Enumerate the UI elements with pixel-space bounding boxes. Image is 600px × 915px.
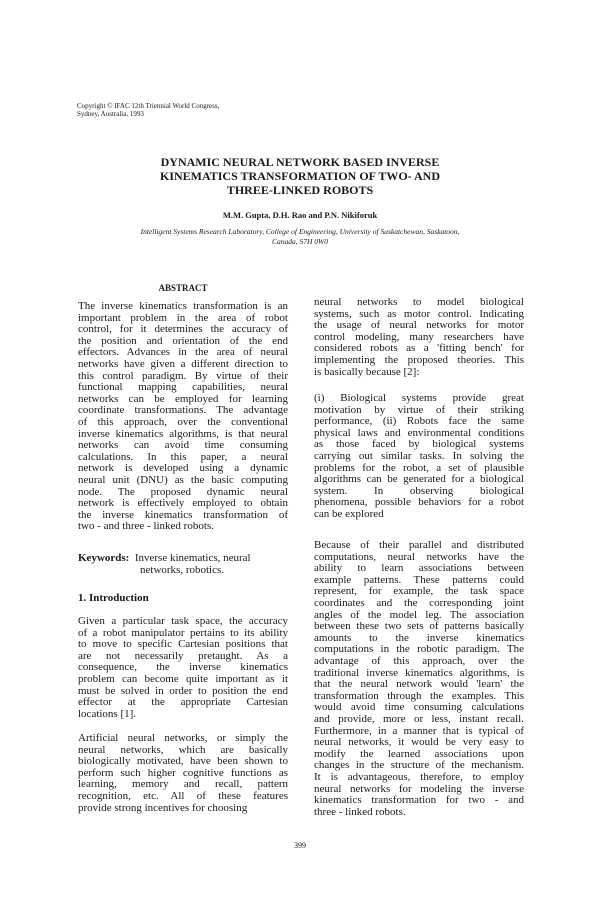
text-line: the inverse kinematics transformation of xyxy=(78,508,288,521)
text-line: algorithms can be generated for a biological xyxy=(314,473,524,486)
keywords xyxy=(78,552,251,564)
affiliation-line: Canada, S7H 0W0 xyxy=(271,237,329,246)
text-line: coordinates and the corresponding joint xyxy=(314,597,524,609)
title-line: DYNAMIC NEURAL NETWORK BASED INVERSE xyxy=(160,155,440,169)
text-line: motivation by virtue of their striking xyxy=(314,403,524,416)
text-line: neural networks to model biological xyxy=(314,296,524,308)
text-line: (i) Biological systems provide great xyxy=(314,392,524,404)
text-line: control, for it determines the accuracy of xyxy=(78,323,288,336)
text-line: the position and orientation of the end xyxy=(78,334,288,347)
text-line: neural networks for modeling the inverse xyxy=(314,782,524,795)
title-line: THREE-LINKED ROBOTS xyxy=(226,183,374,197)
text-line: is basically because [2]: xyxy=(314,365,420,378)
text-line: Furthermore, in a manner that is typical of xyxy=(314,724,524,737)
text-line: recognition, etc. All of these features xyxy=(78,790,288,802)
text-line: of this approach, over the conventional xyxy=(78,416,288,428)
text-line: neural unit (DNU) as the basic computing xyxy=(78,474,288,486)
keywords-line: networks, robotics. xyxy=(140,564,225,576)
text-line: angles of the model leg. The association xyxy=(314,608,524,621)
authors: M.M. Gupta, D.H. Rao and P.N. Nikiforuk xyxy=(222,210,378,220)
text-line: this control paradigm. By virtue of their xyxy=(78,369,288,382)
text-line: would avoid time consuming calculations xyxy=(314,701,524,714)
text-line: three - linked robots. xyxy=(314,805,406,818)
text-line: network is effectively employed to obtain xyxy=(78,497,288,510)
affiliation xyxy=(90,227,510,247)
copyright-line: Copyright © IFAC 12th Triennial World Congress, xyxy=(77,102,220,110)
text-line: perform such higher cognitive functions as xyxy=(78,766,288,779)
text-line: ability to learn associations between xyxy=(314,562,524,575)
text-line: as those faced by biological systems xyxy=(314,438,524,451)
text-line: represent, for example, the task space xyxy=(314,585,524,598)
text-line: The inverse kinematics transformation is an xyxy=(78,300,288,312)
text-line: networks can be employed for learning xyxy=(78,392,288,405)
abstract-heading: ABSTRACT xyxy=(158,283,208,293)
text-line: changes in the structure of the mechanism. xyxy=(314,759,524,772)
text-line: locations [1]. xyxy=(78,707,137,720)
text-line: transformation through the examples. This xyxy=(314,689,524,702)
text-line: network is developed using a dynamic xyxy=(78,462,288,475)
copyright-line: Sydney, Australia, 1993 xyxy=(77,110,144,118)
copyright-notice xyxy=(77,102,219,118)
text-line: neural networks, it would be very easy to xyxy=(314,736,524,749)
text-line: calculations. In this paper, a neural xyxy=(78,450,288,463)
text-line: learning, memory and recall, pattern xyxy=(78,778,288,791)
text-line: to move to specific Cartesian positions that xyxy=(78,638,288,651)
text-line: effector at the appropriate Cartesian xyxy=(78,696,288,709)
text-line: Given a particular task space, the accuracy xyxy=(78,615,288,627)
affiliation-line: Intelligent Systems Research Laboratory, College of Engineering, University of Saskatchewan, Saskatoon, xyxy=(140,227,460,236)
text-line: system. In observing biological xyxy=(314,484,524,497)
text-line: modify the learned associations upon xyxy=(314,747,524,760)
text-line: provide strong incentives for choosing xyxy=(78,801,248,814)
text-line: of a robot manipulator pertains to its ability xyxy=(78,626,288,639)
text-line: and provide, more or less, instant recall. xyxy=(314,713,524,725)
text-line: that the neural network would 'learn' the xyxy=(314,678,524,691)
text-line: node. The proposed dynamic neural xyxy=(78,485,288,498)
text-line: effectors. Advances in the area of neural xyxy=(78,346,288,359)
text-line: example patterns. These patterns could xyxy=(314,573,524,586)
text-line: computations in the robotic paradigm. The xyxy=(314,643,524,656)
section-heading: 1. Introduction xyxy=(78,592,149,604)
text-line: two - and three - linked robots. xyxy=(78,520,214,533)
text-line: between these two sets of patterns basically xyxy=(314,620,524,633)
text-line: inverse kinematics algorithms, is that neural xyxy=(78,427,288,440)
text-line: biologically motivated, have been shown to xyxy=(78,755,288,768)
text-line: consequence, the inverse kinematics xyxy=(78,661,288,674)
keywords-label: Keywords: xyxy=(78,552,130,564)
text-line: control modeling, many researchers have xyxy=(314,330,524,343)
text-line: networks can avoid time consuming xyxy=(78,439,288,452)
text-line: physical laws and environmental conditions xyxy=(314,426,524,439)
text-line: the usage of neural networks for motor xyxy=(314,319,524,332)
text-line: networks have given a different direction to xyxy=(78,358,288,370)
text-line: neural networks, which are basically xyxy=(78,743,288,756)
text-line: performance, (ii) Robots face the same xyxy=(314,415,524,428)
text-line: problem can become quite important as it xyxy=(78,673,288,685)
text-line: problems for the robot, a set of plausible xyxy=(314,461,524,474)
text-line: are not necessarily pretaught. As a xyxy=(78,649,288,662)
text-line: Because of their parallel and distributed xyxy=(314,539,524,551)
text-line: considered robots as a 'fitting bench' for xyxy=(314,342,524,355)
text-line: advantage of this approach, over the xyxy=(314,655,524,667)
page-number: 399 xyxy=(294,841,306,850)
text-line: important problem in the area of robot xyxy=(78,311,288,324)
text-line: must be solved in order to position the end xyxy=(78,684,288,697)
text-line: computations, neural networks have the xyxy=(314,550,524,563)
keywords-line: Inverse kinematics, neural xyxy=(134,552,251,564)
text-line: phenomena, possible behaviors for a robot xyxy=(314,496,524,509)
text-line: can be explored xyxy=(314,508,384,520)
text-line: systems, such as motor control. Indicating xyxy=(314,307,524,320)
text-line: It is advantageous, therefore, to employ xyxy=(314,771,524,783)
text-line: coordinate transformations. The advantage xyxy=(78,404,288,417)
text-line: carrying out similar tasks. In solving the xyxy=(314,450,524,462)
title-line: KINEMATICS TRANSFORMATION OF TWO- AND xyxy=(159,169,441,183)
text-line: functional mapping capabilities, neural xyxy=(78,381,288,394)
text-line: amounts to the inverse kinematics xyxy=(314,631,524,644)
text-line: Artificial neural networks, or simply the xyxy=(78,732,288,744)
text-line: traditional inverse kinematics algorithms, is xyxy=(314,666,524,679)
text-line: implementing the proposed theories. This xyxy=(314,354,524,366)
text-line: kinematics transformation for two - and xyxy=(314,794,524,807)
paper-title xyxy=(100,155,500,197)
